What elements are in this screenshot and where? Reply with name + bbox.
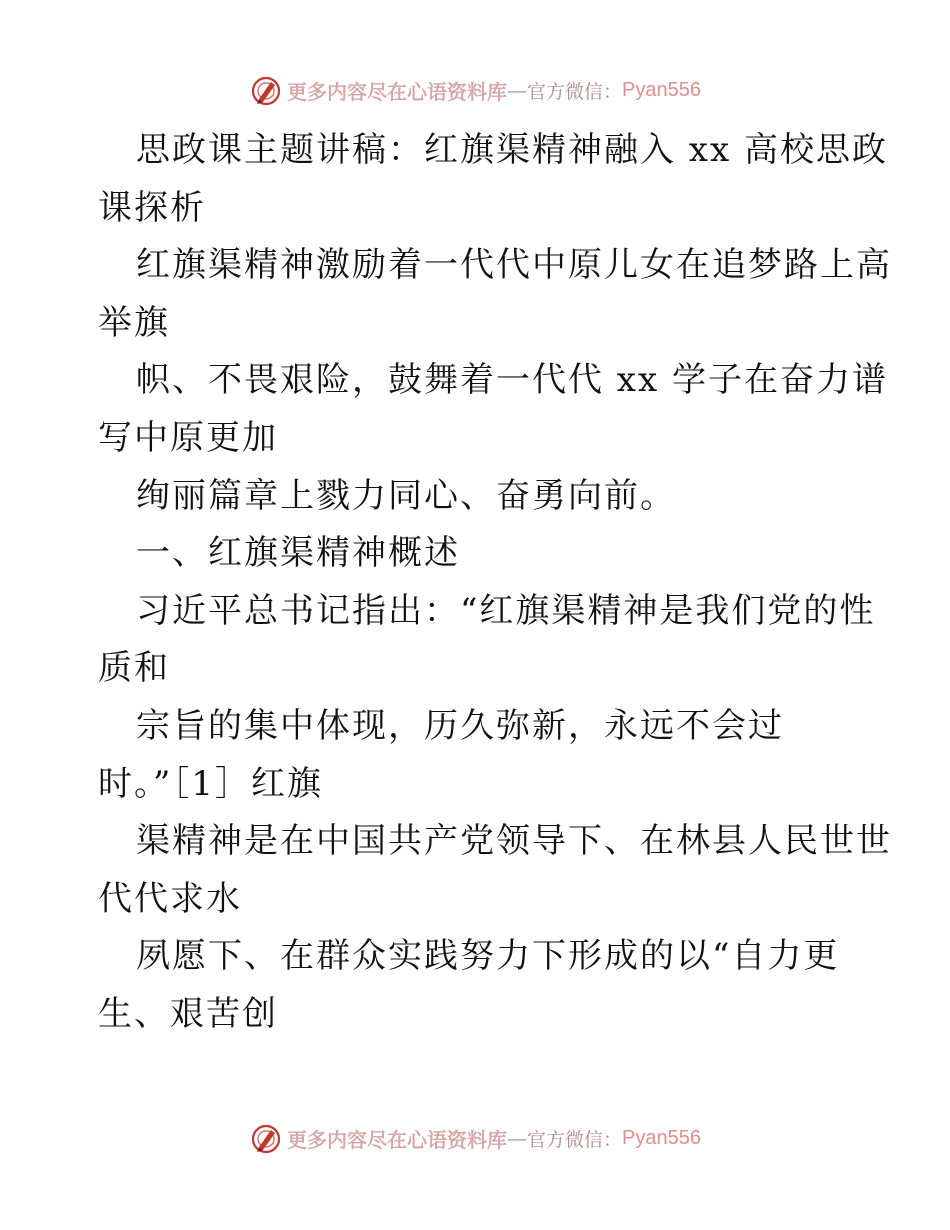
doc-line: 夙愿下、在群众实践努力下形成的以“自力更 <box>136 936 840 977</box>
footer-watermark-dash: — <box>507 1126 527 1150</box>
header-watermark-dash: — <box>507 78 527 102</box>
header-wechat-label: 官方微信： <box>527 80 623 103</box>
header-watermark <box>0 70 950 110</box>
footer-wechat-label: 官方微信： <box>527 1128 623 1151</box>
header-watermark-text: 更多内容尽在心语资料库 <box>287 79 507 104</box>
pen-circle-logo-icon <box>249 73 283 107</box>
document-body <box>98 122 892 1044</box>
doc-line: 质和 <box>98 648 170 689</box>
doc-line: 帜、不畏艰险，鼓舞着一代代 xx 学子在奋力谱 <box>136 360 888 401</box>
header-wechat-id: Pyan556 <box>622 78 701 101</box>
doc-line: 渠精神是在中国共产党领导下、在林县人民世世 <box>136 821 892 862</box>
doc-line: 习近平总书记指出：“红旗渠精神是我们党的性 <box>136 590 876 631</box>
doc-line: 代代求水 <box>98 878 242 919</box>
doc-line: 生、艰苦创 <box>98 993 278 1034</box>
footer-wechat-id: Pyan556 <box>622 1126 701 1149</box>
footer-watermark-text: 更多内容尽在心语资料库 <box>287 1127 507 1152</box>
doc-line: 写中原更加 <box>98 417 278 458</box>
doc-line: 课探析 <box>98 187 206 228</box>
doc-line: 绚丽篇章上戮力同心、奋勇向前。 <box>136 475 676 516</box>
doc-line: 思政课主题讲稿：红旗渠精神融入 xx 高校思政 <box>136 130 888 170</box>
doc-line: 时。”［1］红旗 <box>98 763 324 804</box>
footer-watermark <box>0 1118 950 1158</box>
pen-circle-logo-icon <box>249 1121 283 1155</box>
doc-line: 红旗渠精神激励着一代代中原儿女在追梦路上高 <box>136 245 892 286</box>
doc-line: 宗旨的集中体现，历久弥新，永远不会过 <box>136 705 784 746</box>
section-heading: 一、红旗渠精神概述 <box>136 533 460 574</box>
doc-line: 举旗 <box>98 302 170 343</box>
